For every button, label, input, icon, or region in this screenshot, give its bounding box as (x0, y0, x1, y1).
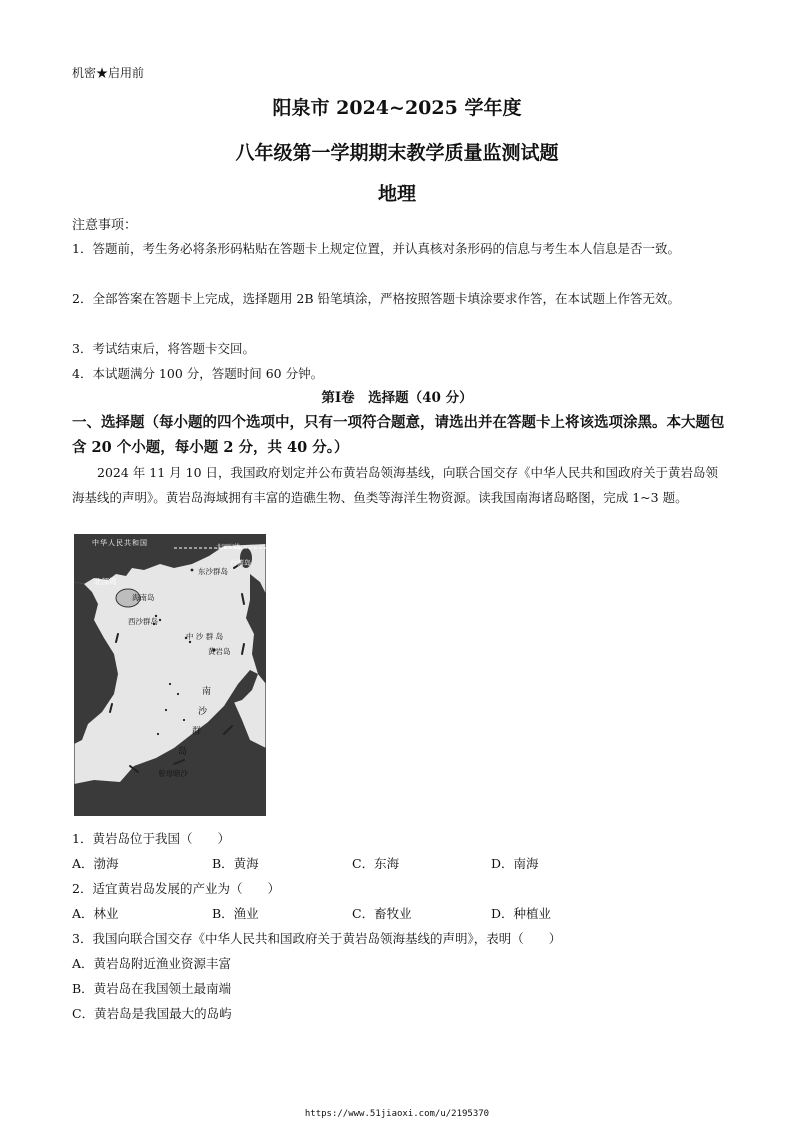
reading-passage: 2024 年 11 月 10 日，我国政府划定并公布黄岩岛领海基线，向联合国交存《中华人民共和国政府关于黄岩岛领海基线的声明》。黄岩岛海域拥有丰富的造礁生物、鱼类等海洋生物资源。读我国南海诸岛略图，完成 1~3 题。 (72, 465, 718, 505)
section-instruction: 一、选择题（每小题的四个选项中，只有一项符合题意，请选出并在答题卡上将该选项涂黑。本大题包含 20 个小题，每小题 2 分，共 40 分。） (72, 414, 725, 456)
question-3-stem: 3．我国向联合国交存《中华人民共和国政府关于黄岩岛领海基线的声明》，表明（ ） (72, 931, 562, 946)
note-item-3: 3．考试结束后，将答题卡交回。 (72, 341, 255, 356)
question-1-option-d: D．南海 (491, 856, 539, 871)
notes-heading: 注意事项： (72, 218, 138, 233)
map-label-country: 中华人民共和国 (92, 539, 148, 547)
footer-url[interactable]: https://www.51jiaoxi.com/u/2195370 (304, 1109, 490, 1119)
map-label-taiwan: 台湾岛 (230, 559, 251, 567)
note-item-1: 1．答题前，考生务必将条形码粘贴在答题卡上规定位置，并认真核对条形码的信息与考生本人信息是否一致。 (72, 241, 680, 256)
map-label-tropic: 北回归线 (216, 544, 241, 551)
question-1-option-c: C．东海 (352, 856, 400, 871)
question-2-option-b: B．渔业 (212, 906, 259, 921)
question-2-option-a: A．林业 (72, 906, 119, 921)
subject-title: 地理 (377, 183, 416, 205)
map-label-nansha-3: 群 (192, 727, 202, 737)
map-label-huangyan: 黄岩岛 (208, 647, 231, 656)
confidential-mark: 机密★启用前 (72, 66, 145, 80)
map-label-nansha-1: 南 (202, 687, 212, 697)
question-1-option-b: B．黄海 (212, 856, 259, 871)
note-item-2: 2．全部答案在答题卡上完成，选择题用 2B 铅笔填涂，严格按照答题卡填涂要求作答，在本试题上作答无效。 (72, 291, 681, 306)
question-3-option-a: A．黄岩岛附近渔业资源丰富 (72, 956, 232, 971)
note-item-4: 4．本试题满分 100 分，答题时间 60 分钟。 (72, 366, 324, 381)
map-label-xisha: 西沙群岛 (128, 617, 158, 626)
map-label-nansha-4: 岛 (178, 747, 188, 757)
question-1-stem: 1．黄岩岛位于我国（ ） (72, 831, 230, 846)
map-label-dongsha: 东沙群岛 (198, 567, 228, 576)
exam-title-line1: 阳泉市 2024~2025 学年度 (272, 97, 522, 119)
map-label-nansha-2: 沙 (198, 707, 208, 717)
question-2-stem: 2．适宜黄岩岛发展的产业为（ ） (72, 881, 280, 896)
question-3-option-b: B．黄岩岛在我国领土最南端 (72, 981, 232, 996)
map-label-beibu-gulf: 北部湾 (94, 577, 117, 586)
section-heading: 第Ⅰ卷 选择题（40 分） (321, 390, 473, 406)
south-china-sea-map (74, 534, 266, 816)
exam-title-line2: 八年级第一学期期末教学质量监测试题 (235, 142, 559, 164)
question-1-option-a: A．渤海 (72, 856, 119, 871)
map-label-hainan: 海南岛 (132, 593, 155, 602)
map-label-zhongsha: 中 沙 群 岛 (186, 632, 224, 641)
question-2-option-c: C．畜牧业 (352, 906, 412, 921)
question-2-option-d: D．种植业 (491, 906, 552, 921)
map-label-zengmu: 曾母暗沙 (158, 769, 188, 778)
question-3-option-c: C．黄岩岛是我国最大的岛屿 (72, 1006, 232, 1021)
